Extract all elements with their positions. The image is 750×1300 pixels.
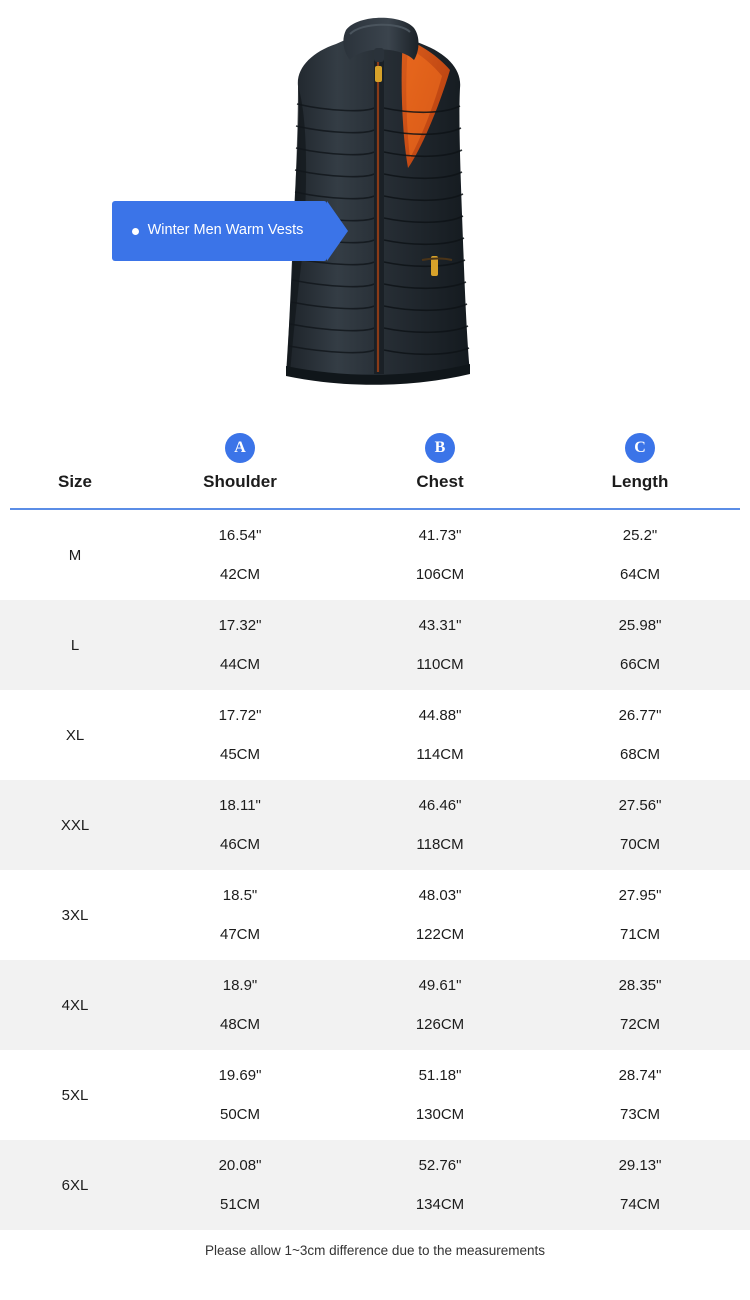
value-inch: 51.18" bbox=[418, 1067, 462, 1084]
header-chest-label: Chest bbox=[416, 472, 464, 491]
value-inch: 27.56" bbox=[618, 797, 662, 814]
cell-chest bbox=[340, 696, 540, 774]
header-size-label: Size bbox=[57, 472, 93, 491]
table-row bbox=[0, 510, 750, 600]
value-cm: 114CM bbox=[416, 746, 464, 763]
cell-shoulder bbox=[140, 606, 340, 684]
cell-size: 3XL bbox=[61, 906, 89, 924]
value-cm: 70CM bbox=[619, 836, 660, 853]
header-chest bbox=[340, 433, 540, 508]
cell-length bbox=[540, 1056, 740, 1134]
table-row bbox=[0, 1140, 750, 1230]
value-inch: 27.95" bbox=[618, 887, 662, 904]
value-cm: 50CM bbox=[219, 1106, 260, 1123]
cell-shoulder bbox=[140, 696, 340, 774]
value-inch: 26.77" bbox=[618, 707, 662, 724]
callout-label: Winter Men Warm Vests bbox=[147, 222, 304, 239]
cell-shoulder bbox=[140, 876, 340, 954]
cell-length bbox=[540, 606, 740, 684]
value-cm: 45CM bbox=[219, 746, 260, 763]
value-inch: 41.73" bbox=[418, 527, 462, 544]
cell-shoulder bbox=[140, 966, 340, 1044]
value-inch: 20.08" bbox=[218, 1157, 262, 1174]
cell-shoulder bbox=[140, 786, 340, 864]
product-callout bbox=[112, 201, 327, 261]
badge-c-icon: C bbox=[625, 433, 655, 463]
value-inch: 25.2" bbox=[622, 527, 658, 544]
value-cm: 126CM bbox=[415, 1016, 465, 1033]
value-inch: 48.03" bbox=[418, 887, 462, 904]
value-inch: 17.72" bbox=[218, 707, 262, 724]
product-hero bbox=[0, 0, 750, 405]
header-length-label: Length bbox=[611, 472, 669, 491]
value-inch: 17.32" bbox=[218, 617, 262, 634]
cell-size: XL bbox=[65, 726, 85, 744]
cell-length bbox=[540, 696, 740, 774]
cell-size: L bbox=[70, 636, 80, 654]
cell-shoulder bbox=[140, 1056, 340, 1134]
value-cm: 46CM bbox=[219, 836, 260, 853]
value-cm: 44CM bbox=[219, 656, 260, 673]
cell-length bbox=[540, 966, 740, 1044]
table-row bbox=[0, 690, 750, 780]
table-header-row bbox=[0, 405, 750, 508]
header-size bbox=[10, 472, 140, 508]
value-inch: 16.54" bbox=[218, 527, 262, 544]
cell-shoulder bbox=[140, 516, 340, 594]
cell-shoulder bbox=[140, 1146, 340, 1224]
table-row bbox=[0, 600, 750, 690]
cell-chest bbox=[340, 516, 540, 594]
cell-size: 6XL bbox=[61, 1176, 89, 1194]
table-row bbox=[0, 1050, 750, 1140]
value-inch: 44.88" bbox=[418, 707, 462, 724]
value-cm: 42CM bbox=[219, 566, 260, 583]
value-inch: 25.98" bbox=[618, 617, 662, 634]
table-row bbox=[0, 870, 750, 960]
value-cm: 72CM bbox=[619, 1016, 660, 1033]
value-inch: 46.46" bbox=[418, 797, 462, 814]
value-inch: 28.35" bbox=[618, 977, 662, 994]
cell-chest bbox=[340, 606, 540, 684]
cell-size: 5XL bbox=[61, 1086, 89, 1104]
value-cm: 106CM bbox=[415, 566, 465, 583]
product-image-vest bbox=[262, 8, 490, 390]
measurement-footnote: Please allow 1~3cm difference due to the measurements bbox=[204, 1243, 546, 1258]
value-cm: 118CM bbox=[416, 836, 464, 853]
value-inch: 43.31" bbox=[418, 617, 462, 634]
cell-chest bbox=[340, 876, 540, 954]
value-cm: 73CM bbox=[619, 1106, 660, 1123]
value-inch: 29.13" bbox=[618, 1157, 662, 1174]
value-cm: 64CM bbox=[619, 566, 660, 583]
value-inch: 52.76" bbox=[418, 1157, 462, 1174]
value-cm: 71CM bbox=[619, 926, 660, 943]
bullet-dot-icon bbox=[132, 228, 139, 235]
value-cm: 68CM bbox=[619, 746, 660, 763]
badge-a-icon: A bbox=[225, 433, 255, 463]
value-inch: 19.69" bbox=[218, 1067, 262, 1084]
value-cm: 122CM bbox=[415, 926, 465, 943]
value-inch: 28.74" bbox=[618, 1067, 662, 1084]
cell-chest bbox=[340, 1146, 540, 1224]
size-chart-table bbox=[0, 405, 750, 1258]
value-inch: 18.5" bbox=[222, 887, 258, 904]
value-cm: 48CM bbox=[219, 1016, 260, 1033]
value-inch: 18.9" bbox=[222, 977, 258, 994]
value-cm: 110CM bbox=[416, 656, 464, 673]
cell-size: XXL bbox=[60, 816, 90, 834]
cell-length bbox=[540, 1146, 740, 1224]
header-shoulder bbox=[140, 433, 340, 508]
table-row bbox=[0, 960, 750, 1050]
header-length bbox=[540, 433, 740, 508]
cell-length bbox=[540, 876, 740, 954]
cell-size: 4XL bbox=[61, 996, 89, 1014]
cell-chest bbox=[340, 1056, 540, 1134]
table-row bbox=[0, 780, 750, 870]
value-cm: 134CM bbox=[415, 1196, 465, 1213]
cell-length bbox=[540, 786, 740, 864]
value-cm: 47CM bbox=[219, 926, 260, 943]
cell-chest bbox=[340, 966, 540, 1044]
header-shoulder-label: Shoulder bbox=[203, 472, 277, 491]
value-cm: 130CM bbox=[415, 1106, 465, 1123]
value-cm: 66CM bbox=[619, 656, 660, 673]
cell-chest bbox=[340, 786, 540, 864]
cell-length bbox=[540, 516, 740, 594]
value-inch: 18.11" bbox=[219, 797, 261, 814]
value-inch: 49.61" bbox=[418, 977, 462, 994]
value-cm: 51CM bbox=[219, 1196, 260, 1213]
cell-size: M bbox=[68, 546, 82, 564]
badge-b-icon: B bbox=[425, 433, 455, 463]
value-cm: 74CM bbox=[619, 1196, 660, 1213]
